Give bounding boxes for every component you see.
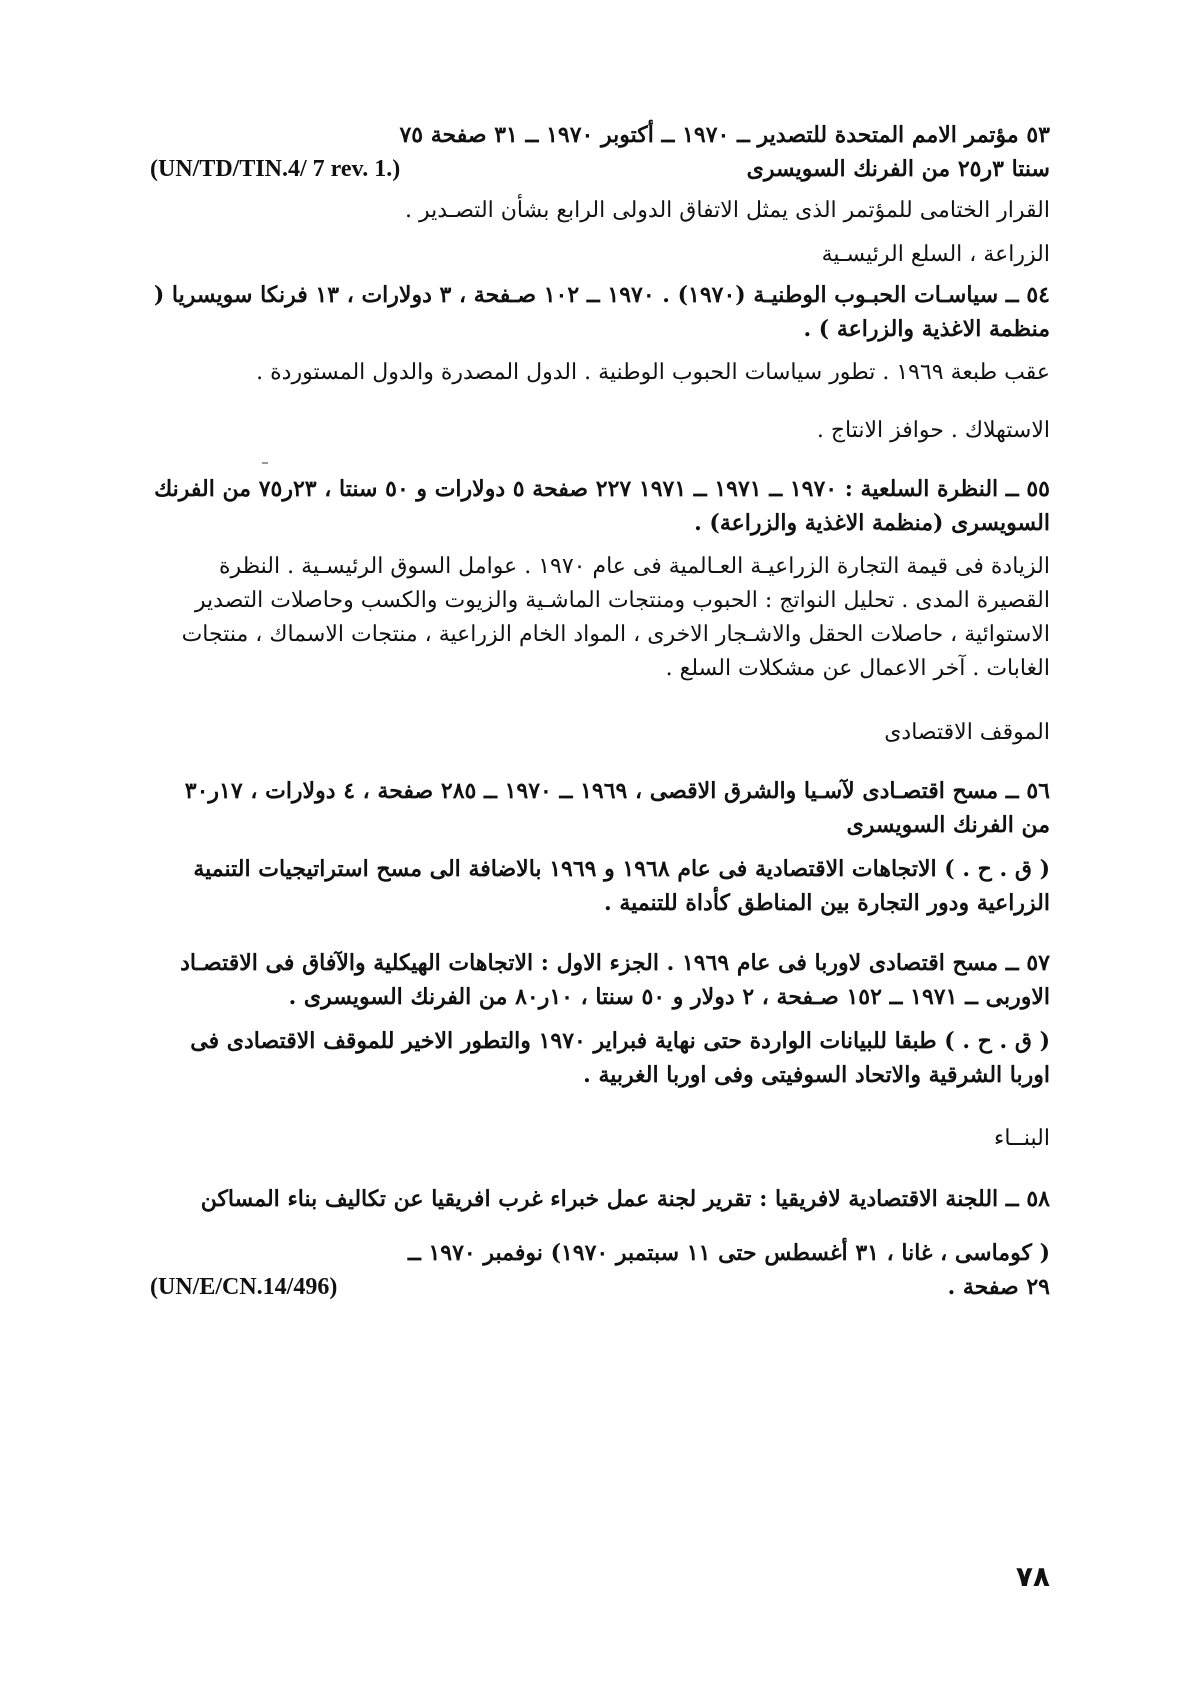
entry-58-pages: ٢٩ صفحة . — [947, 1274, 1050, 1300]
scan-mark — [262, 462, 268, 464]
entry-53-description: القرار الختامى للمؤتمر الذى يمثل الاتفاق الدولى الرابع بشأن التصـدير . — [404, 198, 1050, 223]
entry-55-text: ٥٥ ــ النظرة السلعية : ١٩٧٠ ــ ١٩٧١ ــ ١٩٧١ ٢٢٧ صفحة ٥ دولارات و ٥٠ سنتا ، ٢٣ر٧٥ من الفرنك السويسرى (منظمة الاغذية والزراعة) . — [154, 476, 1050, 536]
document-page — [150, 118, 1050, 1304]
section-heading-construction: البنــاء — [993, 1126, 1050, 1151]
entry-53-line1 — [150, 118, 1050, 152]
entry-54-text: ٥٤ ــ سياسـات الحبـوب الوطنيـة (١٩٧٠) . ١٩٧٠ ــ ١٠٢ صـفحة ، ٣ دولارات ، ١٣ فرنكا سويسريا ( منظمة الاغذية والزراعة ) . — [153, 282, 1050, 342]
entry-57-description: ( ق . ح . ) طبقا للبيانات الواردة حتى نهاية فبراير ١٩٧٠ والتطور الاخير للموقف الاقتصادى فى اوربا الشرقية والاتحاد السوفيتى وفى اوربا الغربية . — [190, 1028, 1050, 1088]
section-heading-economic: الموقف الاقتصادى — [884, 720, 1050, 745]
entry-57 — [150, 946, 1050, 1092]
entry-53-line2 — [150, 152, 1050, 186]
entry-56 — [150, 774, 1050, 920]
entry-57-text: ٥٧ ــ مسح اقتصادى لاوربا فى عام ١٩٦٩ . الجزء الاول : الاتجاهات الهيكلية والآفاق فى الاقتصـاد الاوربى ــ ١٩٧١ ــ ١٥٢ صـفحة ، ٢ دولار و ٥٠ سنتا ، ١٠ر٨٠ من الفرنك السويسرى . — [180, 950, 1050, 1010]
page-number: ٧٨ — [1015, 1560, 1050, 1593]
entry-54 — [150, 278, 1050, 390]
section-heading-agriculture: الزراعة ، السلع الرئيسـية — [821, 242, 1050, 267]
entry-56-description: ( ق . ح . ) الاتجاهات الاقتصادية فى عام ١٩٦٨ و ١٩٦٩ بالاضافة الى مسح استراتيجيات التنمية الزراعية ودور التجارة بين المناطق كأداة للتنمية . — [193, 856, 1050, 916]
entry-56-text: ٥٦ ــ مسح اقتصـادى لآسـيا والشرق الاقصى ، ١٩٦٩ ــ ١٩٧٠ ــ ٢٨٥ صفحة ، ٤ دولارات ، ١٧ر٣٠ من الفرنك السويسرى — [184, 778, 1050, 838]
entry-58-code: (UN/E/CN.14/496) — [150, 1274, 338, 1300]
entry-53-title: ٥٣ مؤتمر الامم المتحدة للتصدير ــ ١٩٧٠ ــ أكتوبر ١٩٧٠ ــ ٣١ صفحة ٧٥ — [399, 122, 1050, 148]
entry-55 — [150, 472, 1050, 686]
entry-58 — [150, 1182, 1050, 1304]
entry-53-price: سنتا ٣ر٢٥ من الفرنك السويسرى — [746, 156, 1050, 182]
entry-58-dates: ( كوماسى ، غانا ، ٣١ أغسطس حتى ١١ سبتمبر ١٩٧٠) نوفمبر ١٩٧٠ ــ — [407, 1240, 1050, 1266]
entry-58-line2 — [150, 1270, 1050, 1304]
entry-55-description: الزيادة فى قيمة التجارة الزراعيـة العـالمية فى عام ١٩٧٠ . عوامل السوق الرئيسـية . النظرة القصيرة المدى . تحليل النواتج : الحبوب ومنتجات الماشـية والزيوت والكسب وحاصلات التصدير الاستوائية ، حاصلات الحقل والاشـجار الاخرى ، المواد الخام الزراعية ، منتجات الاسماك ، منتجات الغابات . آخر الاعمال عن مشكلات السلع . — [181, 554, 1050, 681]
entry-53 — [150, 118, 1050, 228]
entry-58-text: ٥٨ ــ اللجنة الاقتصادية لافريقيا : تقرير لجنة عمل خبراء غرب افريقيا عن تكاليف بناء المساكن — [200, 1186, 1050, 1212]
entry-58-line1 — [150, 1236, 1050, 1270]
entry-54-description: عقب طبعة ١٩٦٩ . تطور سياسات الحبوب الوطنية . الدول المصدرة والدول المستوردة . — [256, 360, 1050, 385]
entry-53-code: (UN/TD/TIN.4/ 7 rev. 1.) — [150, 156, 401, 182]
section-heading-consumption: الاستهلاك . حوافز الانتاج . — [816, 418, 1050, 443]
